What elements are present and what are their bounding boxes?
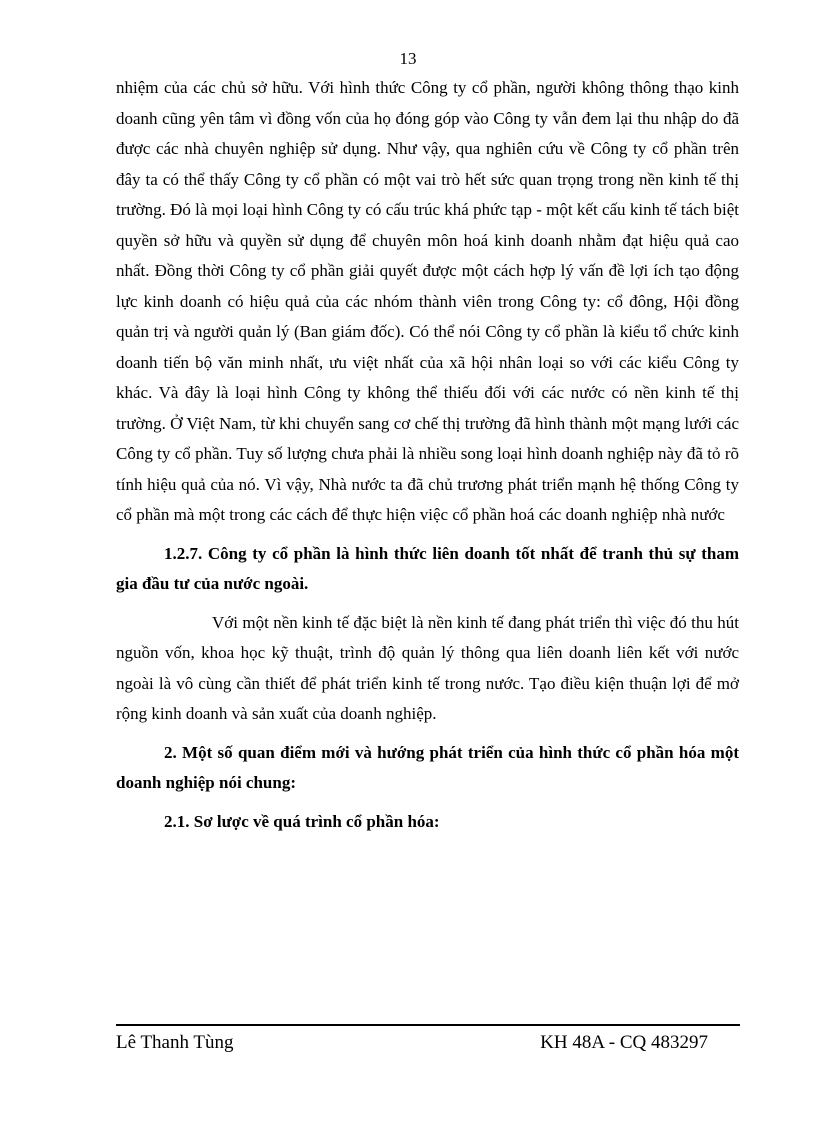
section-heading-1-2-7: 1.2.7. Công ty cổ phần là hình thức liên doanh tốt nhất để tranh thủ sự tham gia đầu tư của nước ngoài.	[116, 543, 739, 593]
footer-class-id: KH 48A - CQ 483297	[540, 1032, 708, 1053]
section-heading-2-1: 2.1. Sơ lược về quá trình cổ phần hóa:	[164, 811, 440, 831]
body-paragraph-continuation: nhiệm của các chủ sở hữu. Với hình thức Công ty cổ phần, người không thông thạo kinh doanh cũng yên tâm vì đồng vốn của họ đóng góp vào Công ty vẫn đem lại thu nhập do đã được các nhà chuyên nghiệp sử dụng. Như vậy, qua nghiên cứu về Công ty cổ phần trên đây ta có thể thấy Công ty cổ phần có một vai trò hết sức quan trọng trong nền kinh tế thị trường. Đó là mọi loại hình Công ty có cấu trúc khá phức tạp - một kết cấu kinh tế tách biệt quyền sở hữu và quyền sử dụng để chuyên môn hoá kinh doanh nhằm đạt hiệu quả cao nhất. Đồng thời Công ty cổ phần giải quyết được một cách hợp lý vấn đề lợi ích tạo động lực kinh doanh có hiệu quả của các nhóm thành viên trong Công ty: cổ đông, Hội đồng quản trị và người quản lý (Ban giám đốc). Có thể nói Công ty cổ phần là kiểu tổ chức kinh doanh tiến bộ văn minh nhất, ưu việt nhất của xã hội nhân loại so với các kiểu Công ty khác. Và đây là loại hình Công ty không thể thiếu đối với các nước có nền kinh tế thị trường. Ở Việt Nam, từ khi chuyển sang cơ chế thị trường đã hình thành một mạng lưới các Công ty cổ phần. Tuy số lượng chưa phải là nhiều song loại hình doanh nghiệp này đã tỏ rõ tính hiệu quả của nó. Vì vậy, Nhà nước ta đã chủ trương phát triển mạnh hệ thống Công ty cổ phần mà một trong các cách để thực hiện việc cổ phần hoá các doanh nghiệp nhà nước	[116, 78, 739, 524]
page-number: 13	[399, 49, 417, 68]
footer-author: Lê Thanh Tùng	[116, 1032, 234, 1053]
footer-divider	[116, 1024, 740, 1026]
body-paragraph-foreign-investment: Với một nền kinh tế đặc biệt là nền kinh tế đang phát triển thì việc đó thu hút nguồn vốn, khoa học kỹ thuật, trình độ quản lý thông qua liên doanh liên kết với nước ngoài là vô cùng cần thiết để phát triển kinh tế trong nước. Tạo điều kiện thuận lợi để mở rộng kinh doanh và sản xuất của doanh nghiệp.	[116, 612, 739, 723]
document-body	[116, 73, 739, 837]
section-heading-2: 2. Một số quan điểm mới và hướng phát triển của hình thức cổ phần hóa một doanh nghiệp nói chung:	[116, 742, 739, 792]
